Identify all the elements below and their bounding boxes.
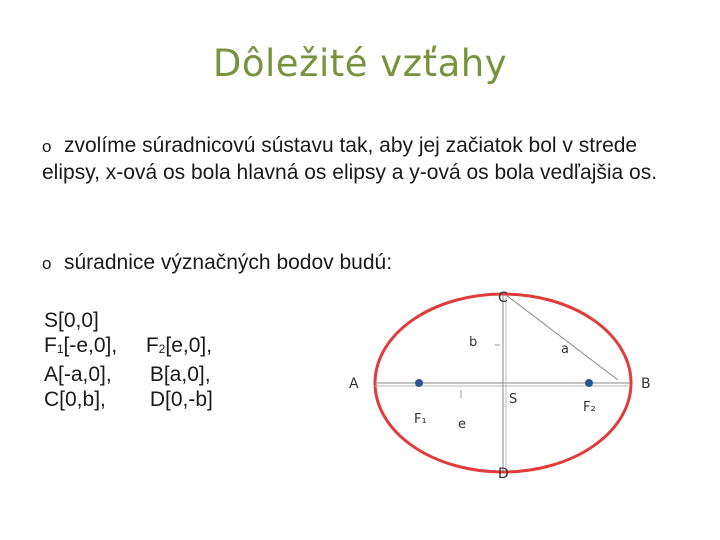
coord-f2-letter: F — [145, 334, 159, 357]
label-e: e — [458, 417, 466, 432]
coord-f2-sub: 2 — [158, 342, 166, 356]
label-b-vertex: B — [641, 376, 651, 392]
coord-row-s — [44, 308, 213, 333]
focus-f2-point — [585, 379, 593, 387]
coord-f2-value: [e,0], — [165, 334, 213, 357]
bullet-mark: o — [42, 137, 52, 156]
label-a: a — [561, 342, 569, 357]
coord-row-cd — [44, 387, 213, 412]
coord-f2 — [146, 334, 212, 357]
label-a-vertex: A — [349, 376, 359, 392]
coord-f1-sub: 1 — [56, 342, 64, 356]
ellipse-diagram — [330, 280, 660, 490]
bullet-mark: o — [42, 254, 52, 273]
label-c: C — [498, 290, 508, 306]
coord-d: D[0,-b] — [149, 388, 213, 411]
coord-s: S[0,0] — [44, 309, 99, 332]
coord-row-ab — [44, 362, 213, 387]
coord-a: A[-a,0], — [44, 363, 112, 386]
coord-row-foci — [44, 333, 213, 362]
bullet-text: zvolíme súradnicovú sústavu tak, aby jej začiatok bol v strede elipsy, x-ová os bola hlavná os elipsy a y-ová os bola vedľajšia os. — [42, 134, 658, 184]
label-d: D — [498, 466, 509, 482]
bullet-coordinate-system — [42, 133, 682, 186]
point-coordinates — [44, 308, 213, 412]
label-s: S — [509, 392, 518, 407]
slide-title: Dôležité vzťahy — [212, 42, 508, 85]
bullet-text: súradnice význačných bodov budú: — [64, 251, 393, 274]
segment-a — [506, 295, 618, 380]
bullet-points-intro — [42, 250, 392, 277]
label-b: b — [469, 335, 478, 350]
coord-f1 — [44, 333, 140, 362]
coord-f1-letter: F — [44, 334, 57, 357]
label-f2: F₂ — [583, 400, 596, 415]
label-f1: F₁ — [414, 412, 427, 427]
coord-f1-value: [-e,0], — [63, 334, 118, 357]
focus-f1-point — [415, 379, 423, 387]
coord-b: B[a,0], — [149, 363, 211, 386]
coord-c: C[0,b], — [44, 388, 106, 411]
